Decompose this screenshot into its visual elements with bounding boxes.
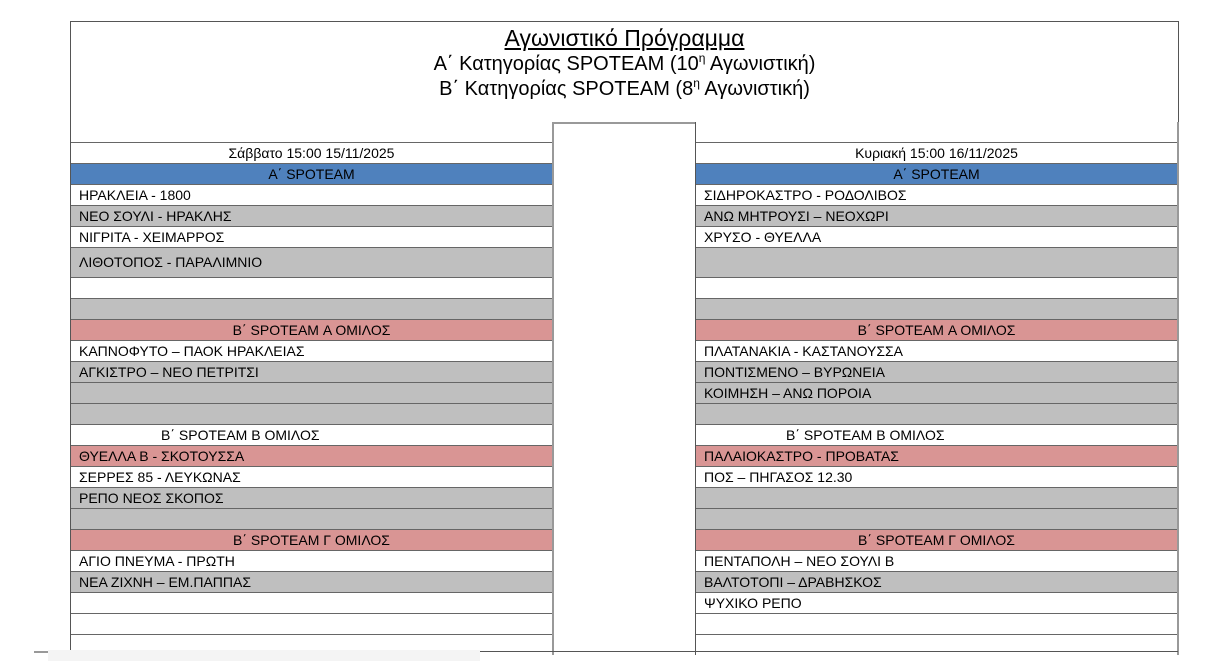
match-row: ΚΟΙΜΗΣΗ – ΑΝΩ ΠΟΡΟΙΑ [696,383,1177,404]
match-row: ΛΙΘΟΤΟΠΟΣ - ΠΑΡΑΛΙΜΝΙΟ [71,248,552,278]
match-row: ΠΟΣ – ΠΗΓΑΣΟΣ 12.30 [696,467,1177,488]
section-header-b-group-a: Β΄ SPOTEAM Α ΟΜΙΛΟΣ [696,320,1177,341]
page-edge-mark [34,651,48,653]
match-row: ΨΥΧΙΚΟ ΡΕΠΟ [696,593,1177,614]
match-row: ΑΓΚΙΣΤΡΟ – ΝΕΟ ΠΕΤΡΙΤΣΙ [71,362,552,383]
subtitle-b-suffix: Αγωνιστική) [699,78,810,100]
subtitle-a-prefix: Α΄ Κατηγορίας SPOTEAM (10 [433,53,699,75]
empty-row [71,614,552,635]
empty-row [71,122,552,143]
bottom-overlay-bar [48,650,480,661]
subtitle-b-sup: η [693,76,700,90]
empty-row [71,299,552,320]
match-row: ΑΓΙΟ ΠΝΕΥΜΑ - ΠΡΩΤΗ [71,551,552,572]
subtitle-b-category [71,77,1178,102]
day-date-label: Σάββατο 15:00 15/11/2025 [71,143,552,164]
match-row: ΗΡΑΚΛΕΙΑ - 1800 [71,185,552,206]
empty-row [696,248,1177,278]
section-header-b-group-g: Β΄ SPOTEAM Γ ΟΜΙΛΟΣ [71,530,552,551]
empty-row [696,488,1177,509]
schedule-header [70,21,1179,124]
empty-row [696,635,1177,655]
match-row: ΣΙΔΗΡΟΚΑΣΤΡΟ - ΡΟΔΟΛΙΒΟΣ [696,185,1177,206]
match-row: ΡΕΠΟ ΝΕΟΣ ΣΚΟΠΟΣ [71,488,552,509]
match-row: ΝΕΟ ΣΟΥΛΙ - ΗΡΑΚΛΗΣ [71,206,552,227]
match-row: ΠΕΝΤΑΠΟΛΗ – ΝΕΟ ΣΟΥΛΙ Β [696,551,1177,572]
empty-row [71,278,552,299]
subtitle-a-suffix: Αγωνιστική) [705,53,816,75]
match-row: ΝΙΓΡΙΤΑ - ΧΕΙΜΑΡΡΟΣ [71,227,552,248]
match-row: ΠΑΛΑΙΟΚΑΣΤΡΟ - ΠΡΟΒΑΤΑΣ [696,446,1177,467]
empty-row [696,122,1177,143]
section-header-b-group-b: Β΄ SPOTEAM Β ΟΜΙΛΟΣ [71,425,552,446]
empty-row [71,383,552,404]
empty-row [696,278,1177,299]
day-date-label: Κυριακή 15:00 16/11/2025 [696,143,1177,164]
match-row: ΑΝΩ ΜΗΤΡΟΥΣΙ – ΝΕΟΧΩΡΙ [696,206,1177,227]
section-header-b-group-b: Β΄ SPOTEAM Β ΟΜΙΛΟΣ [696,425,1177,446]
match-row: ΧΡΥΣΟ - ΘΥΕΛΛΑ [696,227,1177,248]
match-row: ΚΑΠΝΟΦΥΤΟ – ΠΑΟΚ ΗΡΑΚΛΕΙΑΣ [71,341,552,362]
subtitle-a-category [71,52,1178,77]
match-row: ΠΛΑΤΑΝΑΚΙΑ - ΚΑΣΤΑΝΟΥΣΣΑ [696,341,1177,362]
empty-row [71,593,552,614]
section-header-a-spoteam: Α΄ SPOTEAM [71,164,552,185]
page-title: Αγωνιστικό Πρόγραμμα [504,25,745,51]
match-row: ΠΟΝΤΙΣΜΕΝΟ – ΒΥΡΩΝΕΙΑ [696,362,1177,383]
empty-row [696,509,1177,530]
sunday-schedule [695,122,1179,655]
match-row: ΝΕΑ ΖΙΧΝΗ – ΕΜ.ΠΑΠΠΑΣ [71,572,552,593]
empty-row [696,614,1177,635]
section-header-b-group-a: Β΄ SPOTEAM Α ΟΜΙΛΟΣ [71,320,552,341]
match-row: ΣΕΡΡΕΣ 85 - ΛΕΥΚΩΝΑΣ [71,467,552,488]
match-row: ΒΑΛΤΟΤΟΠΙ – ΔΡΑΒΗΣΚΟΣ [696,572,1177,593]
subtitle-b-prefix: Β΄ Κατηγορίας SPOTEAM (8 [439,78,694,100]
empty-row [696,299,1177,320]
empty-row [696,404,1177,425]
empty-row [71,404,552,425]
section-header-a-spoteam: Α΄ SPOTEAM [696,164,1177,185]
subtitle-a-sup: η [698,51,706,65]
saturday-schedule [70,122,554,655]
section-header-b-group-g: Β΄ SPOTEAM Γ ΟΜΙΛΟΣ [696,530,1177,551]
empty-row [71,509,552,530]
match-row: ΘΥΕΛΛΑ Β - ΣΚΟΤΟΥΣΣΑ [71,446,552,467]
